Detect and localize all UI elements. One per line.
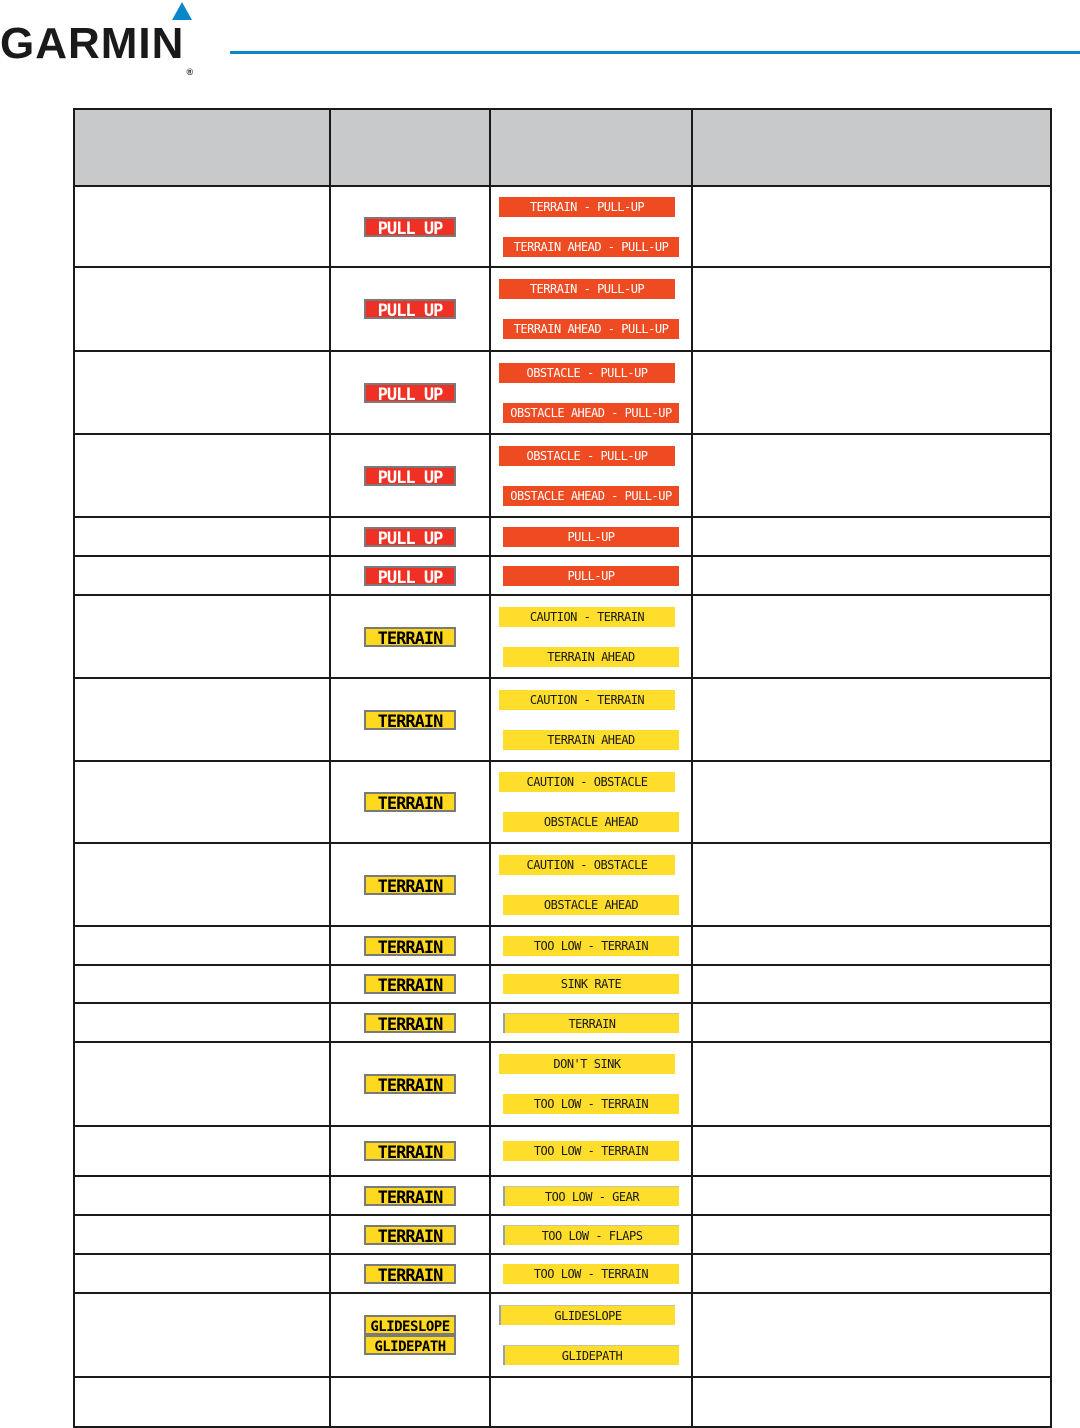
header-cell-pfd-alert	[330, 109, 490, 186]
mfd-annunciation: TERRAIN	[503, 1013, 679, 1033]
pfd-annunciation: GLIDESLOPE	[364, 1315, 456, 1335]
alert-type-cell	[74, 434, 330, 517]
table-header-row	[74, 109, 1051, 186]
table-row	[74, 1042, 1051, 1126]
voice-alert-cell	[692, 1293, 1051, 1377]
mfd-annunciation: CAUTION - OBSTACLE	[499, 772, 675, 792]
pfd-alert-cell	[330, 965, 490, 1003]
mfd-annunciation: OBSTACLE AHEAD	[503, 812, 679, 832]
table-row	[74, 1215, 1051, 1254]
voice-alert-cell	[692, 1003, 1051, 1042]
pfd-annunciation: PULL UP	[364, 383, 456, 403]
pfd-alert-cell	[330, 1176, 490, 1215]
mfd-annunciation-cell	[490, 843, 692, 926]
mfd-annunciation: PULL-UP	[503, 566, 679, 586]
pfd-alert-cell	[330, 267, 490, 351]
mfd-annunciation: TERRAIN AHEAD	[503, 647, 679, 667]
voice-alert-cell	[692, 1126, 1051, 1176]
mfd-annunciation-cell	[490, 186, 692, 267]
pfd-alert-cell	[330, 434, 490, 517]
mfd-annunciation: OBSTACLE AHEAD - PULL-UP	[503, 403, 679, 423]
table-row	[74, 678, 1051, 761]
pfd-annunciation: GLIDEPATH	[364, 1335, 456, 1355]
voice-alert-cell	[692, 1176, 1051, 1215]
page-header	[0, 0, 1080, 80]
mfd-annunciation: TERRAIN - PULL-UP	[499, 279, 675, 299]
table-row	[74, 1176, 1051, 1215]
mfd-annunciation: TOO LOW - GEAR	[503, 1186, 679, 1206]
alert-type-cell	[74, 1293, 330, 1377]
table-row	[74, 1003, 1051, 1042]
table-row	[74, 761, 1051, 843]
pfd-annunciation: PULL UP	[364, 217, 456, 237]
pfd-alert-cell	[330, 761, 490, 843]
mfd-annunciation: SINK RATE	[503, 974, 679, 994]
table-row	[74, 1254, 1051, 1293]
pfd-annunciation: PULL UP	[364, 466, 456, 486]
mfd-annunciation: TOO LOW - FLAPS	[503, 1225, 679, 1245]
alert-type-cell	[74, 1377, 330, 1427]
mfd-annunciation-cell	[490, 1003, 692, 1042]
pfd-annunciation: TERRAIN	[364, 710, 456, 730]
pfd-annunciation: TERRAIN	[364, 974, 456, 994]
alert-type-cell	[74, 351, 330, 434]
mfd-annunciation-cell	[490, 1215, 692, 1254]
pfd-annunciation: PULL UP	[364, 566, 456, 586]
mfd-annunciation-cell	[490, 1293, 692, 1377]
alert-type-cell	[74, 267, 330, 351]
alert-table	[73, 108, 1052, 1428]
pfd-alert-cell	[330, 678, 490, 761]
mfd-annunciation: TOO LOW - TERRAIN	[503, 1094, 679, 1114]
pfd-annunciation: TERRAIN	[364, 1013, 456, 1033]
voice-alert-cell	[692, 556, 1051, 595]
voice-alert-cell	[692, 595, 1051, 678]
mfd-annunciation: CAUTION - OBSTACLE	[499, 855, 675, 875]
alert-type-cell	[74, 1042, 330, 1126]
pfd-alert-cell	[330, 1003, 490, 1042]
mfd-annunciation-cell	[490, 761, 692, 843]
pfd-annunciation: TERRAIN	[364, 875, 456, 895]
voice-alert-cell	[692, 1042, 1051, 1126]
pfd-alert-cell	[330, 1254, 490, 1293]
pfd-alert-cell	[330, 1126, 490, 1176]
mfd-annunciation: OBSTACLE - PULL-UP	[499, 363, 675, 383]
mfd-annunciation-cell	[490, 1042, 692, 1126]
mfd-annunciation-cell	[490, 678, 692, 761]
pfd-alert-cell	[330, 1377, 490, 1427]
mfd-annunciation-cell	[490, 517, 692, 556]
mfd-annunciation-cell	[490, 556, 692, 595]
mfd-annunciation: TOO LOW - TERRAIN	[503, 1141, 679, 1161]
alert-type-cell	[74, 1215, 330, 1254]
mfd-annunciation-cell	[490, 965, 692, 1003]
table-body	[74, 186, 1051, 1427]
voice-alert-cell	[692, 186, 1051, 267]
mfd-annunciation-cell	[490, 595, 692, 678]
header-cell-alert-type	[74, 109, 330, 186]
mfd-annunciation: GLIDESLOPE	[499, 1305, 675, 1325]
mfd-annunciation-cell	[490, 926, 692, 965]
voice-alert-cell	[692, 434, 1051, 517]
mfd-annunciation-cell	[490, 434, 692, 517]
pfd-alert-cell	[330, 926, 490, 965]
pfd-annunciation: TERRAIN	[364, 627, 456, 647]
pfd-annunciation: TERRAIN	[364, 1264, 456, 1284]
pfd-annunciation: TERRAIN	[364, 1074, 456, 1094]
table-row	[74, 1126, 1051, 1176]
pfd-alert-cell	[330, 1293, 490, 1377]
pfd-alert-cell	[330, 517, 490, 556]
voice-alert-cell	[692, 761, 1051, 843]
garmin-triangle-icon	[172, 2, 192, 20]
mfd-annunciation-cell	[490, 351, 692, 434]
pfd-annunciation: TERRAIN	[364, 1186, 456, 1206]
mfd-annunciation-cell	[490, 1126, 692, 1176]
table-row	[74, 1293, 1051, 1377]
mfd-annunciation: TOO LOW - TERRAIN	[503, 936, 679, 956]
pfd-alert-cell	[330, 595, 490, 678]
voice-alert-cell	[692, 1254, 1051, 1293]
mfd-annunciation: TERRAIN - PULL-UP	[499, 197, 675, 217]
alert-type-cell	[74, 926, 330, 965]
mfd-annunciation: OBSTACLE AHEAD	[503, 895, 679, 915]
mfd-annunciation: TERRAIN AHEAD - PULL-UP	[503, 237, 679, 257]
table-row	[74, 595, 1051, 678]
pfd-alert-cell	[330, 351, 490, 434]
table-row	[74, 434, 1051, 517]
voice-alert-cell	[692, 1377, 1051, 1427]
voice-alert-cell	[692, 965, 1051, 1003]
table-row	[74, 926, 1051, 965]
voice-alert-cell	[692, 351, 1051, 434]
table-row	[74, 267, 1051, 351]
mfd-annunciation: PULL-UP	[503, 527, 679, 547]
pfd-annunciation: TERRAIN	[364, 1225, 456, 1245]
pfd-annunciation: PULL UP	[364, 527, 456, 547]
mfd-annunciation: TERRAIN AHEAD - PULL-UP	[503, 319, 679, 339]
alert-type-cell	[74, 965, 330, 1003]
mfd-annunciation: GLIDEPATH	[503, 1345, 679, 1365]
alert-type-cell	[74, 1126, 330, 1176]
table-row	[74, 1377, 1051, 1427]
mfd-annunciation: TERRAIN AHEAD	[503, 730, 679, 750]
voice-alert-cell	[692, 678, 1051, 761]
mfd-annunciation: OBSTACLE AHEAD - PULL-UP	[503, 486, 679, 506]
alert-type-cell	[74, 843, 330, 926]
pfd-alert-cell	[330, 186, 490, 267]
mfd-annunciation: CAUTION - TERRAIN	[499, 690, 675, 710]
mfd-annunciation: CAUTION - TERRAIN	[499, 607, 675, 627]
pfd-alert-cell	[330, 843, 490, 926]
voice-alert-cell	[692, 926, 1051, 965]
table-row	[74, 965, 1051, 1003]
table-row	[74, 843, 1051, 926]
pfd-annunciation: PULL UP	[364, 299, 456, 319]
pfd-alert-cell	[330, 1215, 490, 1254]
mfd-annunciation: DON'T SINK	[499, 1054, 675, 1074]
alert-type-cell	[74, 1003, 330, 1042]
pfd-annunciation: TERRAIN	[364, 1141, 456, 1161]
mfd-annunciation: TOO LOW - TERRAIN	[503, 1264, 679, 1284]
voice-alert-cell	[692, 267, 1051, 351]
pfd-annunciation: TERRAIN	[364, 792, 456, 812]
table-row	[74, 517, 1051, 556]
alert-type-cell	[74, 595, 330, 678]
mfd-annunciation: OBSTACLE - PULL-UP	[499, 446, 675, 466]
alert-type-cell	[74, 1176, 330, 1215]
pfd-alert-cell	[330, 556, 490, 595]
alert-type-cell	[74, 1254, 330, 1293]
table-row	[74, 556, 1051, 595]
mfd-annunciation-cell	[490, 1176, 692, 1215]
header-cell-mfd-annunciation	[490, 109, 692, 186]
table-row	[74, 351, 1051, 434]
header-cell-voice-alert	[692, 109, 1051, 186]
pfd-alert-cell	[330, 1042, 490, 1126]
pfd-annunciation: TERRAIN	[364, 936, 456, 956]
voice-alert-cell	[692, 1215, 1051, 1254]
alert-type-cell	[74, 517, 330, 556]
garmin-logo: GARMIN®	[0, 19, 195, 77]
mfd-annunciation-cell	[490, 267, 692, 351]
alert-type-cell	[74, 761, 330, 843]
header-rule	[230, 51, 1080, 54]
mfd-annunciation-cell	[490, 1377, 692, 1427]
voice-alert-cell	[692, 517, 1051, 556]
alert-type-cell	[74, 678, 330, 761]
table-row	[74, 186, 1051, 267]
alert-type-cell	[74, 186, 330, 267]
mfd-annunciation-cell	[490, 1254, 692, 1293]
alert-type-cell	[74, 556, 330, 595]
voice-alert-cell	[692, 843, 1051, 926]
